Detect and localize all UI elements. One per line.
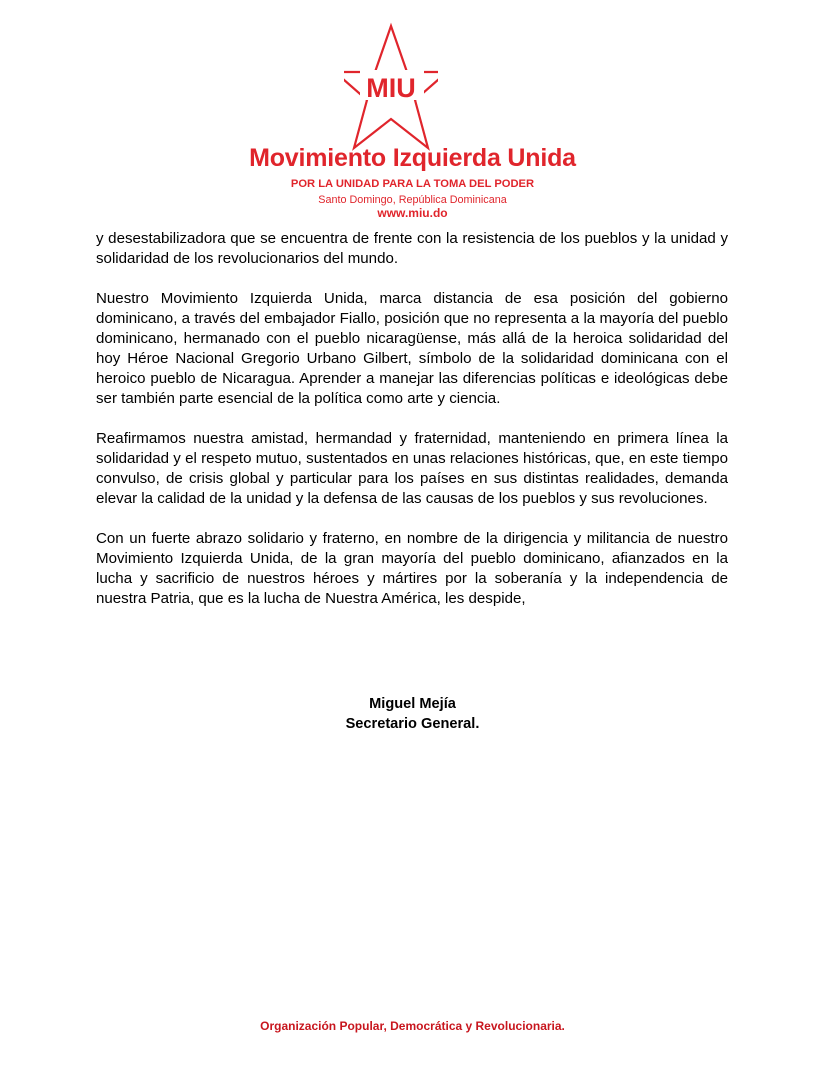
signatory-title: Secretario General. [345, 716, 480, 732]
website-link[interactable]: www.miu.do [377, 206, 448, 220]
signatory-name: Miguel Mejía [369, 696, 456, 712]
letter-body [96, 229, 728, 629]
organization-tagline: POR LA UNIDAD PARA LA TOMA DEL PODER [290, 178, 535, 190]
body-paragraph: Reafirmamos nuestra amistad, hermandad y fraternidad, manteniendo en primera línea la solidaridad y el respeto mutuo, sustentados en unas relaciones históricas, que, en este tiempo convulso, de crisis global y particular para los países en sus distintas realidades, demanda elevar la calidad de la unidad y la defensa de las causas de los pueblos y sus revoluciones. [96, 430, 728, 507]
body-paragraph: Nuestro Movimiento Izquierda Unida, marca distancia de esa posición del gobierno dominicano, a través del embajador Fiallo, posición que no representa a la mayoría del pueblo dominicano, hermanado con el pueblo nicaragüense, más allá de la heroica solidaridad del hoy Héroe Nacional Gregorio Urbano Gilbert, símbolo de la solidaridad dominicana con el heroico pueblo de Nicaragua. Aprender a manejar las diferencias políticas e ideológicas debe ser también parte esencial de la política como arte y ciencia. [96, 290, 728, 407]
organization-location: Santo Domingo, República Dominicana [318, 194, 507, 206]
organization-name: Movimiento Izquierda Unida [249, 144, 576, 172]
footer-slogan: Organización Popular, Democrática y Revolucionaria. [260, 1019, 565, 1033]
body-paragraph: Con un fuerte abrazo solidario y fraterno, en nombre de la dirigencia y militancia de nuestro Movimiento Izquierda Unida, de la gran mayoría del pueblo dominicano, afianzados en la lucha y sacrificio de nuestros héroes y mártires por la soberanía y la independencia de nuestra Patria, que es la lucha de Nuestra América, les despide, [96, 530, 728, 607]
red-star-logo [344, 22, 438, 152]
body-paragraph: y desestabilizadora que se encuentra de frente con la resistencia de los pueblos y la unidad y solidaridad de los revolucionarios del mundo. [96, 230, 728, 267]
signature-block [0, 694, 825, 734]
logo-text: MIU [366, 73, 416, 103]
